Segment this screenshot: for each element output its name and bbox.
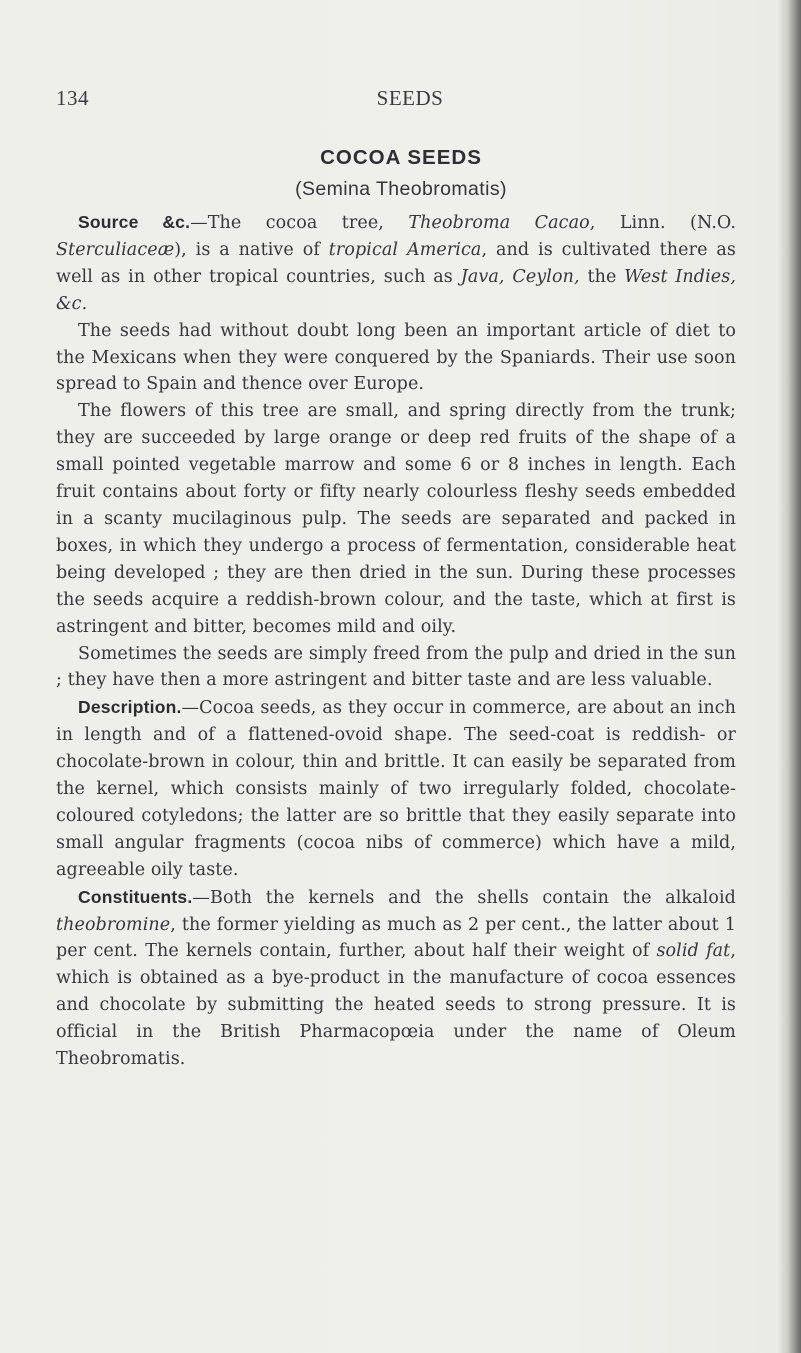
- section-subheading: (Semina Theobromatis): [295, 178, 507, 200]
- page-number: 134: [56, 86, 89, 110]
- text-run: —Cocoa seeds, as they occur in commerce, are about an inch in length and of a flattened-ovoid shape. The seed-coat is reddish- or chocolate-brown in colour, thin and brittle. It can easily be separated from the kernel, which consists mainly of two irregularly folded, chocolate-coloured cotyledons; the latter are so brittle that they easily separate into small angular fragments (cocoa nibs of commerce) which have a mild, agreeable oily taste.: [56, 698, 736, 880]
- text-run: , which is obtained as a bye-product in the manufacture of cocoa essences and chocolate by submitting the heated seeds to strong pressure. It is official in the British Pharmacopœia under the name of Oleum Theobromatis.: [56, 941, 736, 1070]
- section-heading: COCOA SEEDS: [320, 146, 482, 169]
- page-edge-shadow: [777, 0, 801, 1353]
- paragraph-constituents: [56, 884, 736, 1073]
- paragraph-drying: [56, 641, 736, 695]
- text-run: —The cocoa tree,: [190, 213, 409, 233]
- text-run: ), is a native of: [174, 239, 329, 260]
- italic-run: Theobroma Cacao: [408, 213, 590, 233]
- text-run: —Both the kernels and the shells contain the alkaloid: [192, 887, 736, 908]
- italic-run: West Indies, &c.: [56, 266, 736, 314]
- paragraph-lead: Description.: [78, 697, 182, 718]
- body-text: [56, 209, 736, 1073]
- italic-run: solid fat: [656, 941, 731, 962]
- italic-run: Sterculiaceæ: [56, 239, 175, 260]
- italic-run: tropical America: [328, 239, 482, 260]
- text-run: Sometimes the seeds are simply freed from the pulp and dried in the sun ; they have then a more astringent and bitter taste and are less valuable.: [56, 643, 736, 691]
- text-run: The flowers of this tree are small, and spring directly from the trunk; they are succeeded by large orange or deep red fruits of the shape of a small pointed vegetable marrow and some 6 or 8 inches in length. Each fruit contains about forty or fifty nearly colourless fleshy seeds embedded in a scanty mucilaginous pulp. The seeds are separated and packed in boxes, in which they undergo a process of fermentation, considerable heat being developed ; they are then dried in the sun. During these processes the seeds acquire a reddish-brown colour, and the taste, which at first is astringent and bitter, becomes mild and oily.: [56, 401, 736, 637]
- running-title: SEEDS: [376, 86, 444, 110]
- paragraph-lead: Source &c.: [78, 212, 191, 232]
- paragraph-flowers: [56, 398, 736, 640]
- paragraph-description: [56, 694, 736, 883]
- text-run: , the former yielding as much as 2 per cent., the latter about 1 per cent. The kernels contain, further, about half their weight of: [56, 914, 736, 962]
- text-run: , Linn. (N.O.: [589, 213, 737, 233]
- italic-run: Java, Ceylon,: [460, 266, 580, 287]
- text-run: The seeds had without doubt long been an important article of diet to the Mexicans when they were conquered by the Spaniards. Their use soon spread to Spain and thence over Europe.: [56, 320, 736, 395]
- text-run: , and is cultivated there as well as in other tropical countries, such as: [56, 239, 737, 287]
- running-head: [56, 86, 746, 116]
- paragraph-source: [56, 209, 736, 318]
- paragraph-lead: Constituents.: [78, 886, 193, 907]
- paragraph-history: [56, 318, 736, 399]
- text-run: the: [579, 266, 625, 287]
- italic-run: theobromine: [56, 914, 171, 935]
